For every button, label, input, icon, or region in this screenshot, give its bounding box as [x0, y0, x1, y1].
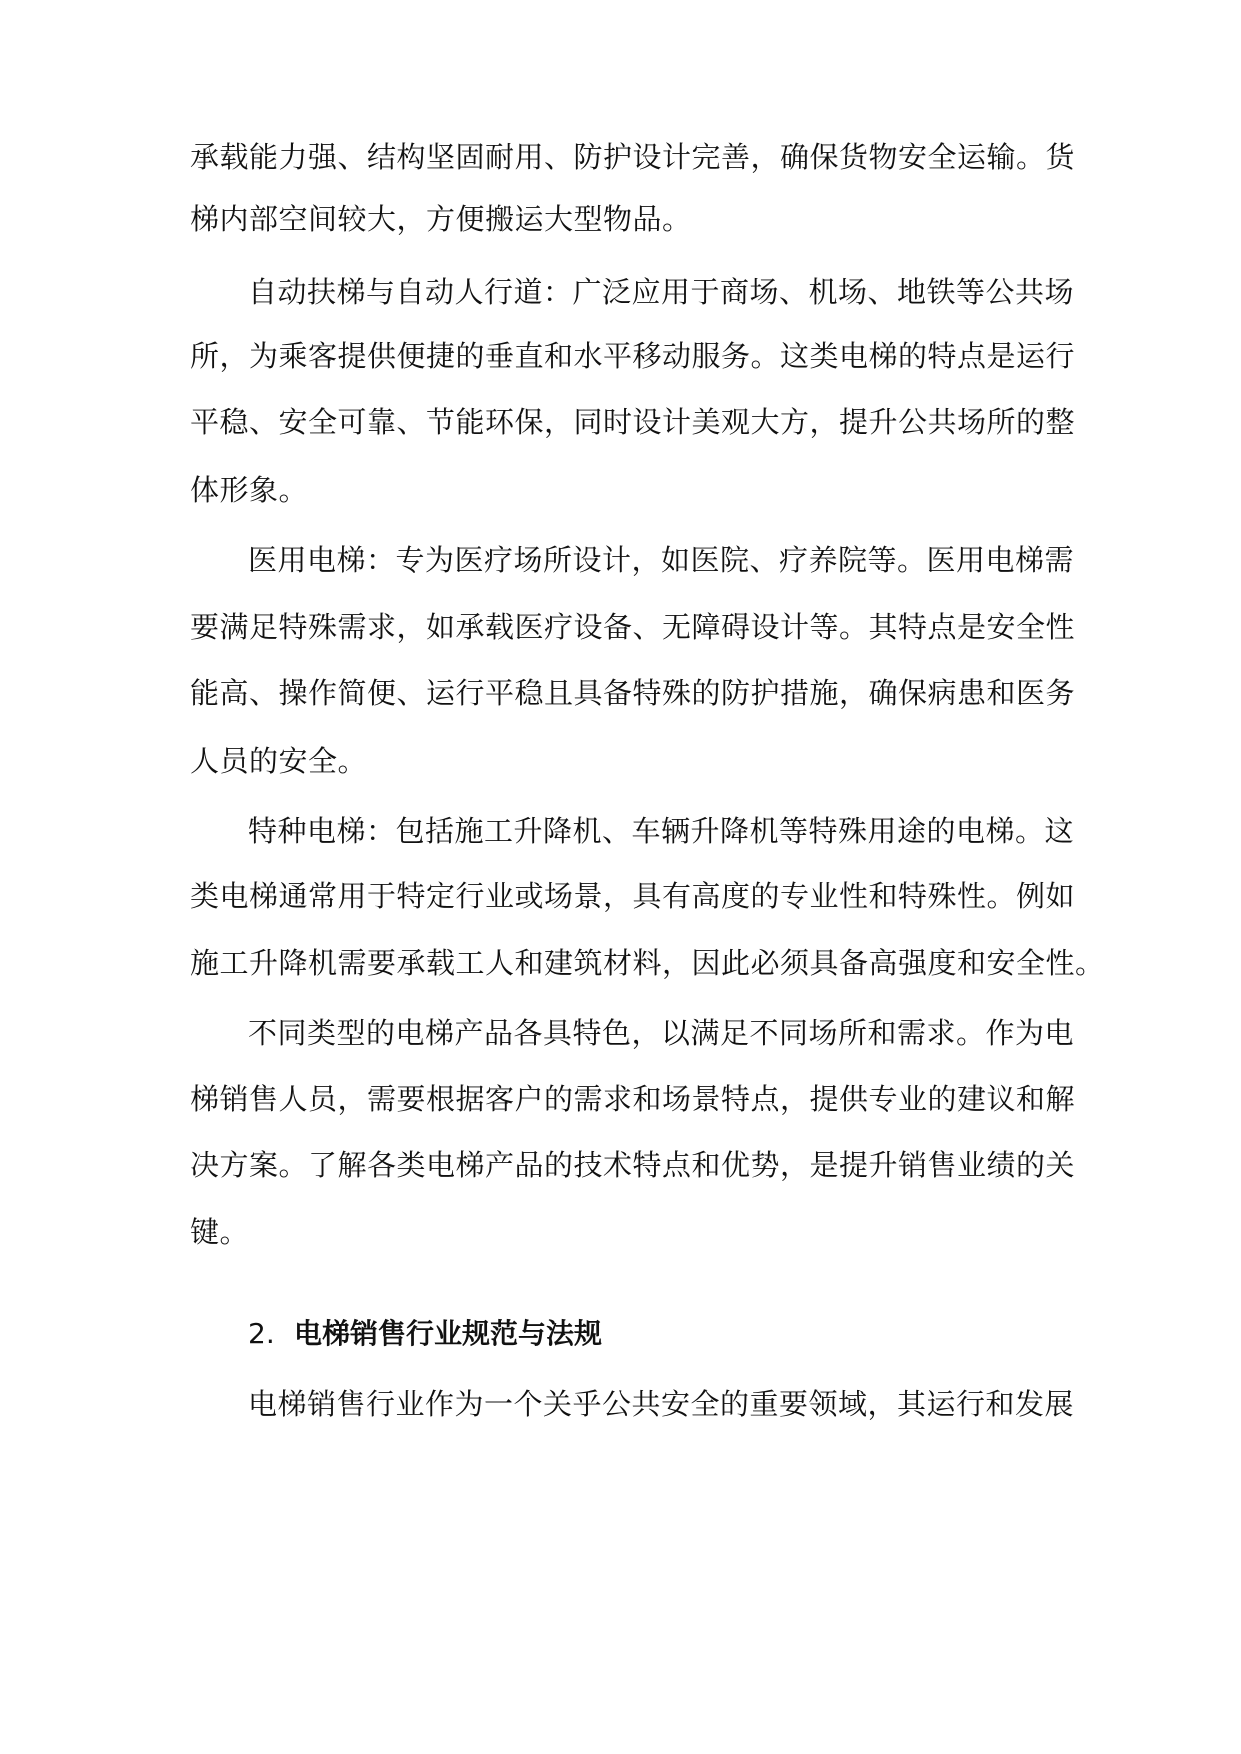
body-text-line: 所，为乘客提供便捷的垂直和水平移动服务。这类电梯的特点是运行	[190, 339, 1076, 373]
body-text-line: 要满足特殊需求，如承载医疗设备、无障碍设计等。其特点是安全性	[190, 610, 1076, 644]
body-text-line: 电梯销售行业作为一个关乎公共安全的重要领域，其运行和发展	[248, 1387, 1075, 1421]
body-text-line: 不同类型的电梯产品各具特色，以满足不同场所和需求。作为电	[248, 1016, 1075, 1050]
body-text-line: 承载能力强、结构坚固耐用、防护设计完善，确保货物安全运输。货	[190, 140, 1076, 174]
body-text-line: 人员的安全。	[190, 744, 368, 778]
body-text-line: 能高、操作简便、运行平稳且具备特殊的防护措施，确保病患和医务	[190, 676, 1076, 710]
body-text-line: 梯内部空间较大，方便搬运大型物品。	[190, 202, 692, 236]
body-text-line: 体形象。	[190, 473, 309, 507]
section-title: 电梯销售行业规范与法规	[294, 1317, 603, 1350]
body-text-line: 决方案。了解各类电梯产品的技术特点和优势，是提升销售业绩的关	[190, 1148, 1076, 1182]
body-text-line: 施工升降机需要承载工人和建筑材料，因此必须具备高强度和安全性。	[190, 946, 1105, 980]
body-text-line: 平稳、安全可靠、节能环保，同时设计美观大方，提升公共场所的整	[190, 405, 1076, 439]
body-text-line: 键。	[190, 1215, 250, 1249]
body-text-line: 类电梯通常用于特定行业或场景，具有高度的专业性和特殊性。例如	[190, 879, 1076, 913]
body-text-line: 医用电梯：专为医疗场所设计，如医院、疗养院等。医用电梯需	[248, 543, 1075, 577]
body-text-line: 自动扶梯与自动人行道：广泛应用于商场、机场、地铁等公共场	[248, 275, 1075, 309]
body-text-line: 特种电梯：包括施工升降机、车辆升降机等特殊用途的电梯。这	[248, 814, 1075, 848]
section-heading	[248, 1314, 602, 1354]
section-number: 2.	[248, 1317, 275, 1350]
body-text-line: 梯销售人员，需要根据客户的需求和场景特点，提供专业的建议和解	[190, 1082, 1076, 1116]
